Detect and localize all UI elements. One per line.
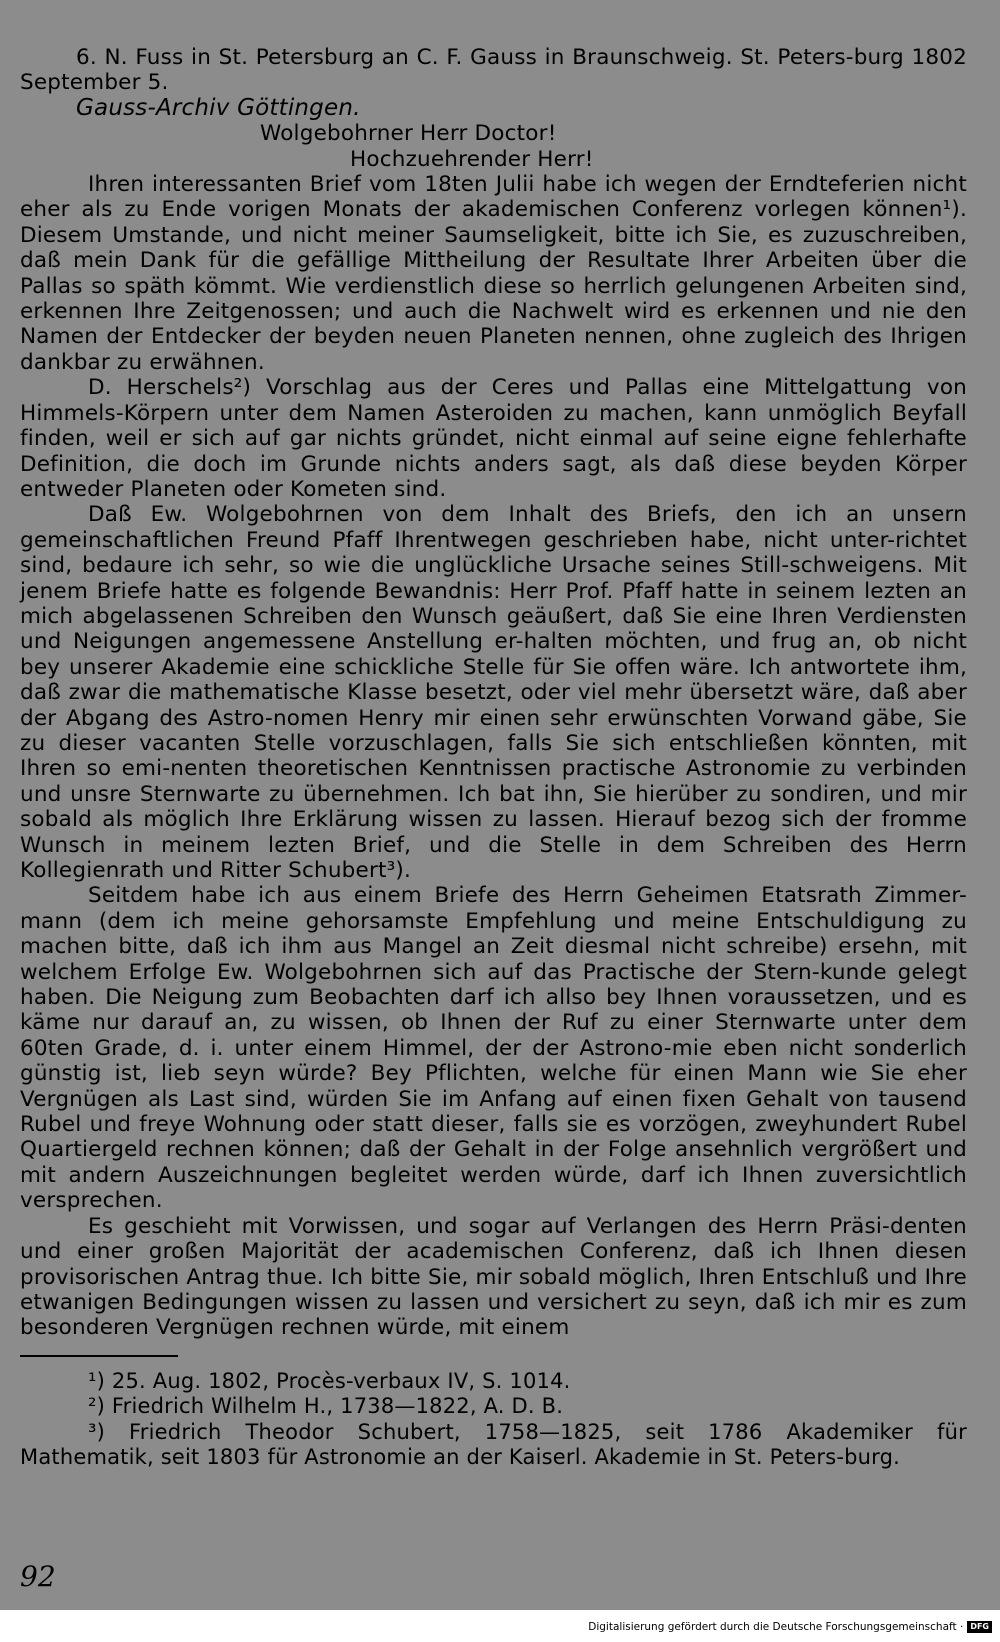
- page-content: [20, 45, 967, 1470]
- letter-heading: 6. N. Fuss in St. Petersburg an C. F. Gauss in Braunschweig. St. Peters-burg 1802 September 5.: [20, 45, 967, 96]
- salutation-line-2: Hochzuehrender Herr!: [350, 146, 594, 172]
- footnote-3: ³) Friedrich Theodor Schubert, 1758—1825, seit 1786 Akademiker für Mathematik, seit 1803 für Astronomie an der Kaiserl. Akademie in St. Peters-burg.: [20, 1419, 967, 1469]
- paragraph-1: Ihren interessanten Brief vom 18ten Julii habe ich wegen der Erndteferien nicht eher als zu Ende vorigen Monats der akademischen Conferenz vorlegen können¹). Diesem Umstande, und nicht meiner Saumseligkeit, bitte ich Sie, es zuzuschreiben, daß mein Dank für die gefällige Mittheilung der Resultate Ihrer Arbeiten über die Pallas so späth kömmt. Wie verdienstlich diese so herrlich gelungenen Arbeiten sind, erkennen Ihre Zeitgenossen; und auch die Nachwelt wird es erkennen und nie den Namen der Entdecker der beyden neuen Planeten nennen, ohne zugleich des Ihrigen dankbar zu erwähnen.: [20, 172, 967, 375]
- footnote-1: ¹) 25. Aug. 1802, Procès-verbaux IV, S. 1014.: [88, 1368, 571, 1393]
- paragraph-4: Seitdem habe ich aus einem Briefe des Herrn Geheimen Etatsrath Zimmer-mann (dem ich meine gehorsamste Empfehlung und meine Entschuldigung zu machen bitte, daß ich ihm aus Mangel an Zeit diesmal nicht schreibe) ersehn, mit welchem Erfolge Ew. Wolgebohrnen sich auf das Practische der Stern-kunde gelegt haben. Die Neigung zum Beobachten darf ich allso bey Ihnen voraussetzen, und es käme nur darauf an, zu wissen, ob Ihnen der Ruf zu einer Sternwarte unter dem 60ten Grade, d. i. unter einem Himmel, der der Astrono-mie eben nicht sonderlich günstig ist, lieb seyn würde? Bey Pflichten, welche für einen Mann wie Sie eher Vergnügen als Last sind, würden Sie im Anfang auf einen fixen Gehalt von tausend Rubel und freye Wohnung oder statt dieser, falls sie es vorzögen, zweyhundert Rubel Quartiergeld rechnen können; daß der Gehalt in der Folge ansehnlich vergrößert und mit andern Auszeichnungen begleitet werden würde, darf ich Ihnen zuversichtlich versprechen.: [20, 883, 967, 1214]
- archive-source: Gauss-Archiv Göttingen.: [76, 94, 361, 121]
- page-number: 92: [20, 1560, 56, 1593]
- paragraph-3: Daß Ew. Wolgebohrnen von dem Inhalt des Briefs, den ich an unsern gemeinschaftlichen Freund Pfaff Ihrentwegen geschrieben habe, nicht unter-richtet sind, bedaure ich sehr, so wie die unglückliche Ursache seines Still-schweigens. Mit jenem Briefe hatte es folgende Bewandnis: Herr Prof. Pfaff hatte in seinem lezten an mich abgelassenen Schreiben den Wunsch geäußert, daß Sie eine Ihren Verdiensten und Neigungen angemessene Anstellung er-halten möchten, und frug an, ob nicht bey unserer Akademie eine schickliche Stelle für Sie offen wäre. Ich antwortete ihm, daß zwar die mathematische Klasse besetzt, oder viel mehr übersetzt wäre, daß aber der Abgang des Astro-nomen Henry mir einen sehr erwünschten Vorwand gäbe, Sie zu dieser vacanten Stelle vorzuschlagen, falls Sie sich entschließen könnten, mit Ihren so emi-nenten theoretischen Kenntnissen practische Astronomie zu verbinden und unsre Sternwarte zu übernehmen. Ich bat ihn, Sie hierüber zu sondiren, und mir sobald als möglich Ihre Erklärung wissen zu lassen. Hierauf bezog sich der fromme Wunsch in meinem lezten Brief, und die Stelle in dem Schreiben des Herrn Kollegienrath und Ritter Schubert³).: [20, 502, 967, 883]
- credit-text: Digitalisierung gefördert durch die Deutsche Forschungsgemeinschaft ·: [588, 1621, 964, 1633]
- footnote-2: ²) Friedrich Wilhelm H., 1738—1822, A. D. B.: [88, 1394, 564, 1419]
- footnote-divider: [20, 1355, 178, 1357]
- dfg-logo-icon: DFG: [967, 1621, 992, 1633]
- salutation-line-1: Wolgebohrner Herr Doctor!: [260, 121, 557, 147]
- paragraph-2: D. Herschels²) Vorschlag aus der Ceres und Pallas eine Mittelgattung von Himmels-Körpern unter dem Namen Asteroiden zu machen, kann unmöglich Beyfall finden, weil er sich auf gar nichts gründet, nicht einmal auf seine eigne fehlerhafte Definition, die doch im Grunde nichts anders sagt, als daß diese beyden Körper entweder Planeten oder Kometen sind.: [20, 375, 967, 502]
- digitization-credit: [588, 1621, 992, 1633]
- footnotes: [20, 1369, 967, 1471]
- paragraph-5: Es geschieht mit Vorwissen, und sogar auf Verlangen des Herrn Präsi-denten und einer großen Majorität der academischen Conferenz, daß ich Ihnen diesen provisorischen Antrag thue. Ich bitte Sie, mir sobald möglich, Ihren Entschluß und Ihre etwanigen Bedingungen wissen zu lassen und versichert zu seyn, daß ich mir es zum besonderen Vergnügen rechnen würde, mit einem: [20, 1213, 967, 1341]
